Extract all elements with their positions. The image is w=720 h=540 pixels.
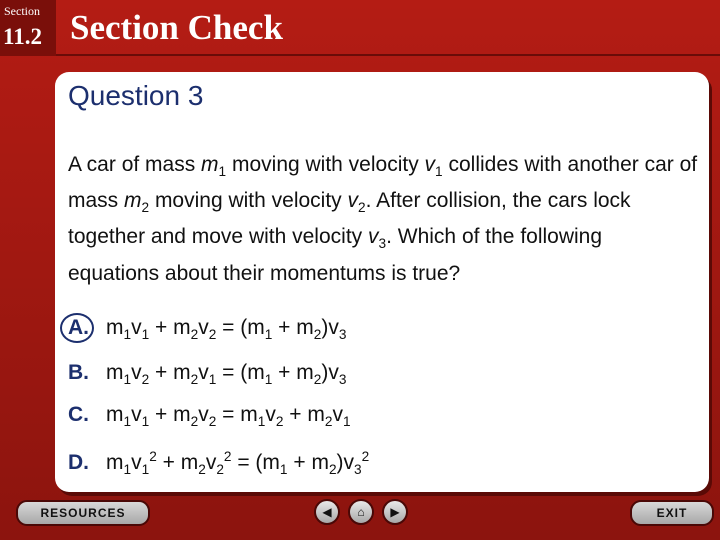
option-b[interactable] — [68, 358, 346, 388]
option-d[interactable] — [68, 442, 370, 478]
section-badge — [0, 0, 56, 56]
option-b-equation: $m_1v_2 + m_2v_1 = (m_1 + m_2)v_3$ — [106, 361, 347, 388]
question-title: Question 3 — [68, 80, 204, 111]
previous-icon[interactable]: ◀ — [314, 499, 340, 525]
option-c-equation: $m_1v_1 + m_2v_2 = m_1v_2 + m_2v_1$ — [106, 403, 351, 430]
option-c-letter: C. — [68, 403, 89, 426]
exit-button[interactable]: EXIT — [630, 500, 714, 526]
option-b-letter: B. — [68, 361, 89, 384]
section-word: Section — [4, 4, 40, 18]
page-title: Section Check — [70, 8, 283, 47]
option-c[interactable] — [68, 400, 351, 430]
section-number: 11.2 — [3, 24, 42, 49]
header-divider — [56, 54, 720, 56]
option-a[interactable] — [68, 313, 346, 343]
option-a-letter: A. — [68, 316, 89, 339]
option-d-letter: D. — [68, 451, 89, 474]
home-icon[interactable]: ⌂ — [348, 499, 374, 525]
option-d-equation: $m_1v_1^2 + m_2v_2^2 = (m_1 + m_2)v_3^2$ — [106, 449, 370, 478]
question-text: A car of mass $m_1$ moving with velocity $v_1$ collides with another car of mass $m_2$ moving with velocity $v_2$. After collision, the cars lock together and move with velocity $v_3$. Which of the following equations about their momentums is true? — [68, 153, 698, 285]
resources-button[interactable]: RESOURCES — [16, 500, 150, 526]
next-icon[interactable]: ▶ — [382, 499, 408, 525]
option-a-equation: $m_1v_1 + m_2v_2 = (m_1 + m_2)v_3$ — [106, 316, 347, 343]
